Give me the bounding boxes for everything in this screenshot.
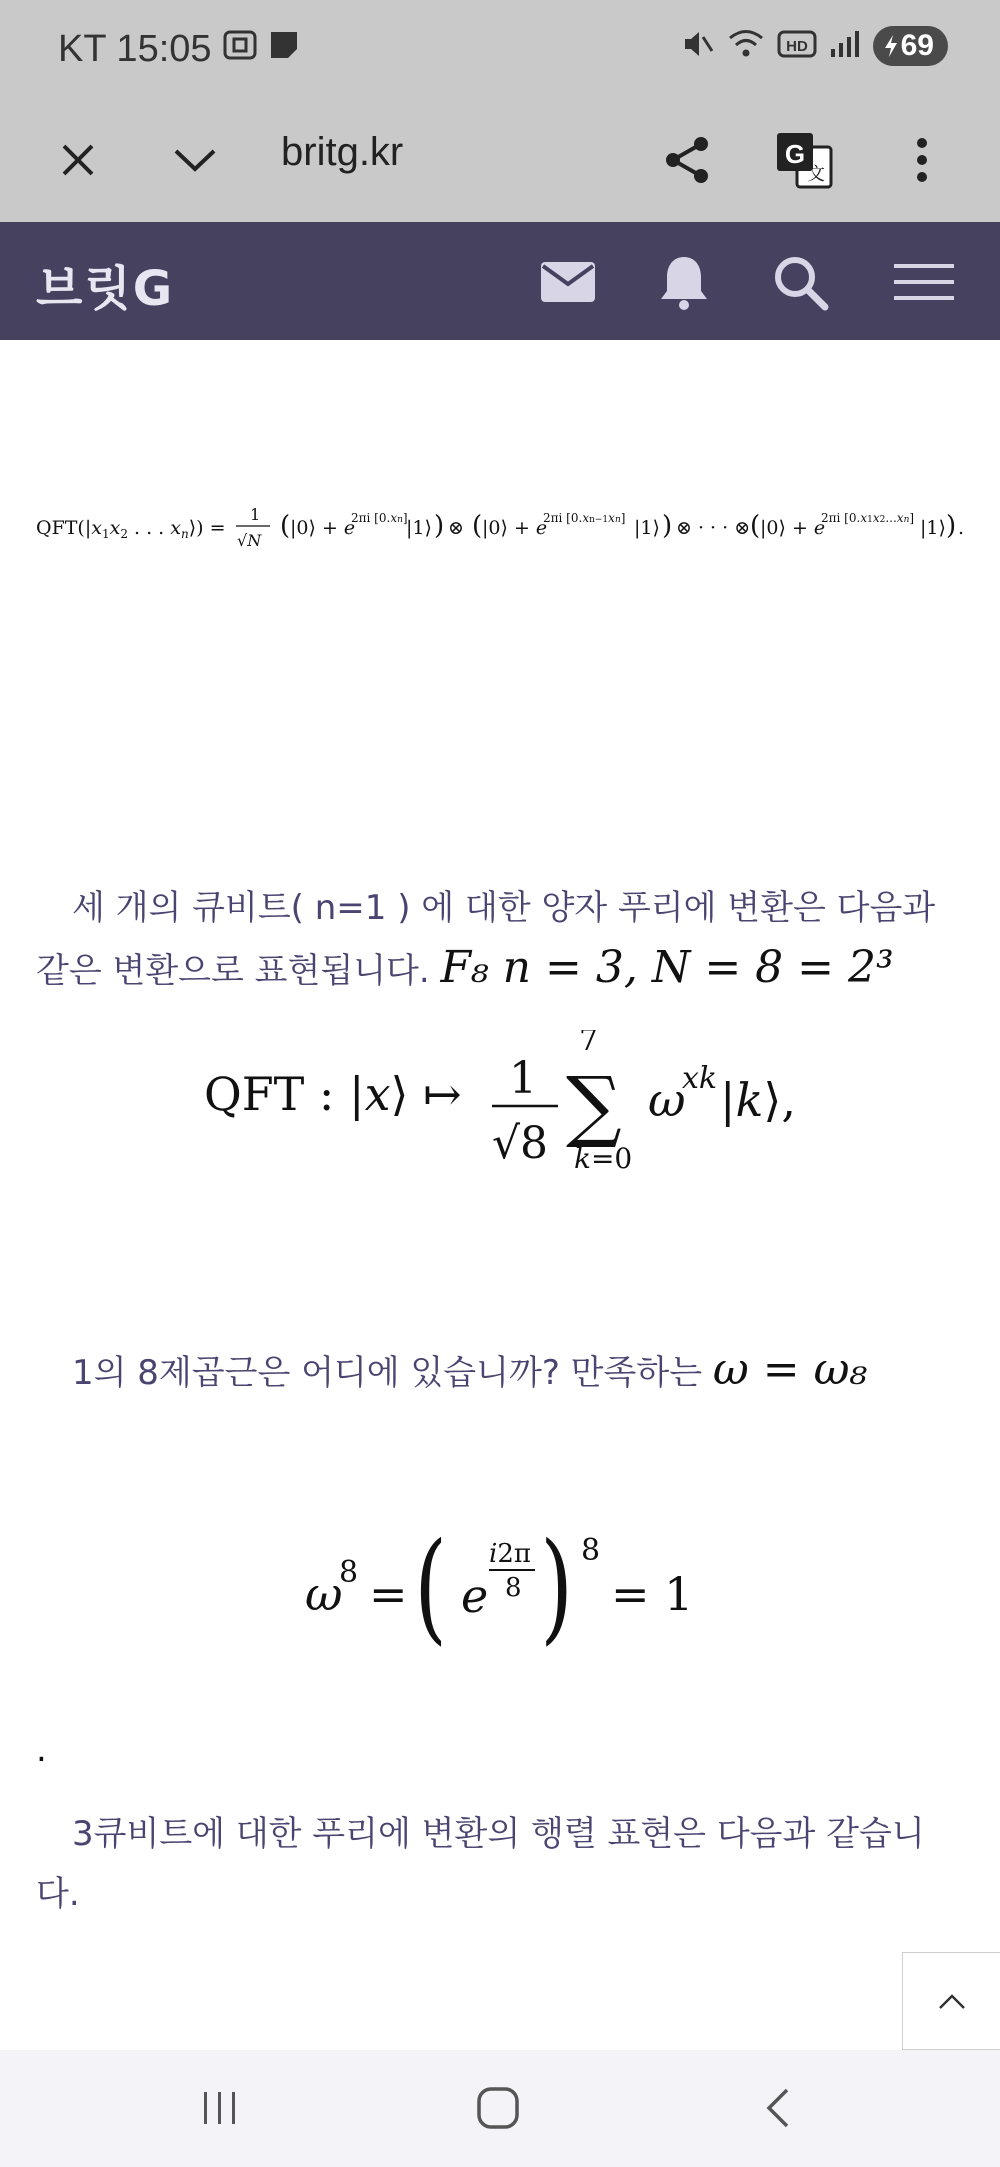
qft-n3-equation-image: [204, 1030, 804, 1180]
system-nav-bar: [0, 2050, 1000, 2167]
omega8-equation: [305, 1520, 705, 1674]
url-text[interactable]: britg.kr: [281, 130, 404, 174]
dot-text: .: [36, 1730, 47, 1770]
mute-icon: [681, 27, 715, 65]
svg-text:G: G: [784, 139, 806, 169]
note-icon: [268, 28, 300, 71]
svg-text:QFT : |x⟩ ↦: QFT : |x⟩ ↦: [204, 1067, 462, 1121]
chevron-down-icon[interactable]: [159, 124, 231, 196]
svg-text:∑: ∑: [566, 1061, 622, 1151]
svg-text:(: (: [414, 1520, 447, 1657]
svg-text:2πi [0.xn−1xn]: 2πi [0.xn−1xn]: [543, 511, 626, 525]
back-icon[interactable]: [738, 2072, 818, 2144]
close-icon[interactable]: [42, 124, 114, 196]
recent-apps-icon[interactable]: [180, 2072, 260, 2144]
svg-text:xk: xk: [682, 1061, 718, 1096]
search-icon[interactable]: [768, 250, 832, 314]
omega8-equation-image: [305, 1520, 705, 1670]
svg-text:√8: √8: [492, 1118, 549, 1169]
svg-text:): ): [540, 1520, 573, 1657]
hd-icon: [777, 29, 817, 63]
svg-text:|1⟩: |1⟩: [634, 517, 660, 539]
svg-text:ω: ω: [648, 1073, 686, 1127]
qft-n3-equation: [204, 1030, 804, 1184]
battery-level: 69: [900, 29, 934, 62]
svg-text:): ): [946, 511, 957, 541]
site-logo[interactable]: 브릿G: [36, 261, 175, 317]
paragraph-three-qubit-qft: [36, 878, 966, 1001]
screenshot-icon: [222, 28, 258, 71]
battery-indicator: [873, 26, 948, 66]
inline-math-omega: ω = ω₈: [712, 1344, 868, 1395]
svg-text:(: (: [750, 511, 761, 541]
svg-text:1: 1: [509, 1053, 537, 1104]
svg-text:8: 8: [581, 1533, 601, 1568]
browser-toolbar: [0, 100, 1000, 222]
inline-math-f8: F₈ n = 3, N = 8 = 2³: [440, 942, 894, 993]
svg-text:k=0: k=0: [574, 1142, 633, 1175]
svg-text:1: 1: [250, 505, 261, 524]
paragraph-text: 3큐비트에 대한 푸리에 변환의 행렬 표현은 다음과 같습니다.: [36, 1814, 925, 1914]
svg-text:HD: HD: [785, 38, 808, 55]
svg-text:ω: ω: [305, 1567, 343, 1621]
chevron-up-icon: [937, 1991, 967, 2011]
svg-text:=: =: [369, 1567, 408, 1621]
svg-text:|1⟩: |1⟩: [920, 517, 946, 539]
home-icon[interactable]: [458, 2072, 538, 2144]
share-icon[interactable]: [652, 124, 724, 196]
paragraph-text: 세 개의 큐비트( n=1 ) 에 대한 양자 푸리에 변환은 다음과 같은 변환으로 표현됩니다.: [36, 888, 936, 991]
paragraph-text: 1의 8제곱근은 어디에 있습니까? 만족하는: [72, 1353, 703, 1393]
svg-text:⊗ · · · ⊗: ⊗ · · · ⊗: [676, 517, 751, 539]
wifi-icon: [727, 28, 765, 64]
svg-text:|0⟩ + e: |0⟩ + e: [482, 517, 548, 539]
paragraph-root-of-unity: [36, 1340, 966, 1403]
svg-text:): ): [434, 511, 445, 541]
qft-general-formula: [36, 498, 966, 558]
carrier-time: KT 15:05: [58, 28, 212, 70]
svg-text:文: 文: [807, 164, 825, 184]
bell-icon[interactable]: [652, 250, 716, 314]
svg-text:2πi [0.x1x2...xn]: 2πi [0.x1x2...xn]: [821, 511, 915, 525]
svg-text:2πi [0.xn]: 2πi [0.xn]: [351, 511, 408, 525]
charging-icon: [883, 34, 899, 58]
svg-text:|k⟩,: |k⟩,: [720, 1073, 796, 1127]
more-icon[interactable]: [886, 124, 958, 196]
scroll-top-button[interactable]: [902, 1952, 1000, 2050]
svg-text:√N: √N: [237, 531, 262, 550]
svg-text:⊗: ⊗: [448, 517, 464, 539]
svg-text:|0⟩ + e: |0⟩ + e: [290, 517, 356, 539]
svg-text:i2π: i2π: [489, 1539, 531, 1569]
qft-general-formula-image: [36, 498, 966, 558]
site-header: [0, 222, 1000, 340]
mail-icon[interactable]: [536, 250, 600, 314]
svg-text:(: (: [472, 511, 483, 541]
svg-text:|0⟩ + e: |0⟩ + e: [760, 517, 826, 539]
svg-text:= 1: = 1: [611, 1567, 694, 1621]
svg-text:.: .: [958, 517, 965, 539]
status-bar: [0, 0, 1000, 100]
translate-icon[interactable]: [768, 124, 840, 196]
signal-icon: [829, 29, 861, 63]
paragraph-matrix-representation: [36, 1804, 966, 1924]
svg-text:8: 8: [339, 1555, 359, 1590]
svg-text:7: 7: [579, 1030, 599, 1058]
svg-text:|1⟩: |1⟩: [406, 517, 432, 539]
svg-text:QFT(|x1x2 . . . xn⟩) =: $QFT(|x_1x_2$ . . . $x_n⟩$) =: [36, 517, 226, 541]
menu-icon[interactable]: [892, 250, 956, 314]
svg-text:(: (: [280, 511, 291, 541]
svg-text:e: e: [461, 1569, 489, 1623]
svg-text:8: 8: [505, 1573, 522, 1603]
svg-text:): ): [662, 511, 673, 541]
